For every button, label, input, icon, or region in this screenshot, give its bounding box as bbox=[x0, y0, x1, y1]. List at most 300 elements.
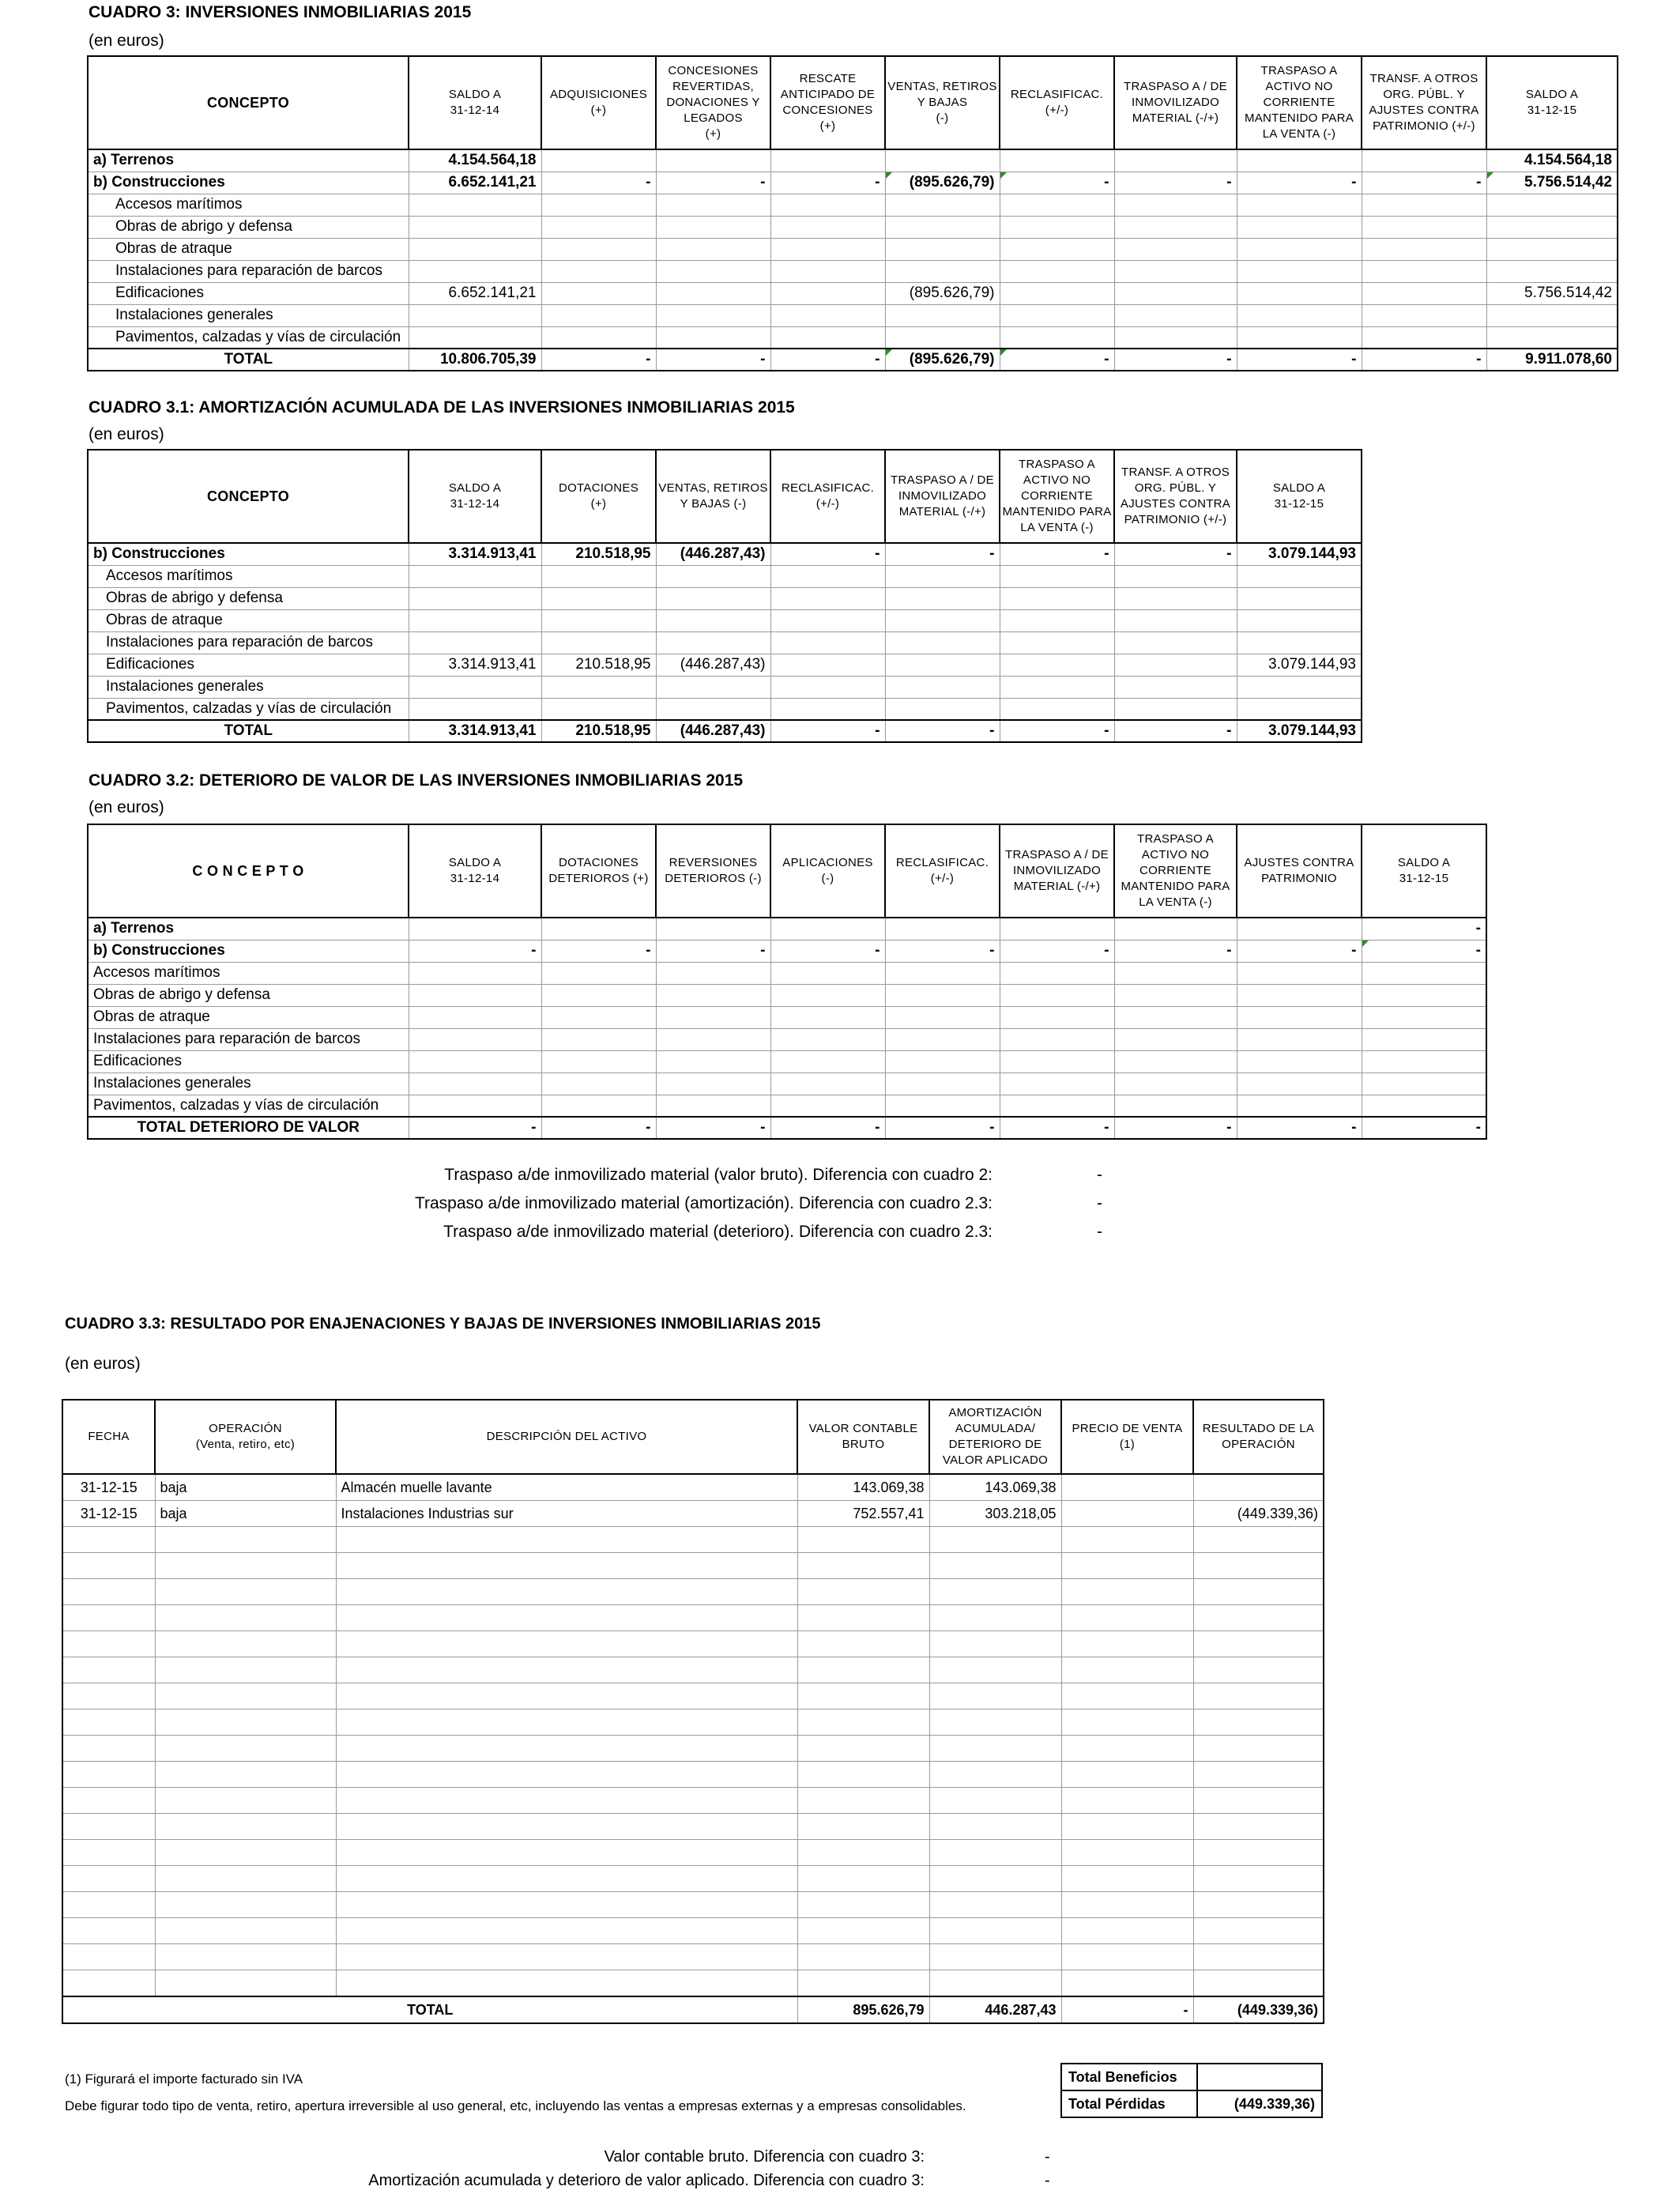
c32-cell-4-4 bbox=[770, 1006, 885, 1028]
c32-cell-2-6 bbox=[1000, 962, 1114, 984]
c33-empty-cell bbox=[336, 1605, 797, 1631]
c31-cell-1-6 bbox=[1000, 565, 1114, 587]
c31-cell-8-8: 3.079.144,93 bbox=[1237, 720, 1362, 742]
c33-empty-cell bbox=[929, 1579, 1061, 1605]
c32-cell-9-6: - bbox=[1000, 1117, 1114, 1139]
c3-cell-6-6 bbox=[1000, 282, 1114, 304]
c31-row-4 bbox=[88, 631, 1362, 654]
c33-empty-cell bbox=[1193, 1710, 1324, 1736]
c3-cell-0-5 bbox=[885, 149, 1000, 172]
c33-empty-row bbox=[62, 1683, 1324, 1710]
c3-body bbox=[88, 149, 1618, 371]
c33-empty-row bbox=[62, 1970, 1324, 1997]
c33-empty-cell bbox=[1193, 1814, 1324, 1840]
c31-header-0: CONCEPTO bbox=[88, 450, 409, 543]
c3-cell-3-7 bbox=[1114, 216, 1237, 238]
c33-cell-0-2: Almacén muelle lavante bbox=[336, 1474, 797, 1501]
c31-cell-7-3 bbox=[656, 698, 770, 720]
c32-cell-4-8 bbox=[1237, 1006, 1362, 1028]
c32-cell-9-9: - bbox=[1362, 1117, 1486, 1139]
c31-cell-4-5 bbox=[885, 631, 1000, 654]
c33-cell-1-1: baja bbox=[155, 1501, 336, 1527]
c3-cell-7-2 bbox=[541, 304, 656, 326]
c31-cell-5-7 bbox=[1114, 654, 1237, 676]
c31-cell-6-3 bbox=[656, 676, 770, 698]
c33-empty-cell bbox=[1193, 1970, 1324, 1997]
c31-cell-8-6: - bbox=[1000, 720, 1114, 742]
c3-row-5 bbox=[88, 260, 1618, 282]
c32-cell-6-3 bbox=[656, 1050, 770, 1072]
c32-cell-7-2 bbox=[541, 1072, 656, 1095]
c3-cell-2-5 bbox=[885, 194, 1000, 216]
c32-row-9 bbox=[88, 1117, 1486, 1139]
c33-empty-row bbox=[62, 1527, 1324, 1553]
c33-empty-row bbox=[62, 1944, 1324, 1970]
c33-empty-cell bbox=[1061, 1736, 1193, 1762]
c31-cell-0-8: 3.079.144,93 bbox=[1237, 543, 1362, 565]
c32-cell-0-9: - bbox=[1362, 918, 1486, 940]
c33-empty-cell bbox=[929, 1814, 1061, 1840]
c33-empty-cell bbox=[797, 1631, 929, 1657]
c31-cell-3-4 bbox=[770, 609, 885, 631]
c3-cell-4-1 bbox=[409, 238, 541, 260]
c32-cell-9-5: - bbox=[885, 1117, 1000, 1139]
c31-cell-6-4 bbox=[770, 676, 885, 698]
c3-cell-2-6 bbox=[1000, 194, 1114, 216]
c32-unit: (en euros) bbox=[89, 798, 164, 816]
c31-cell-0-6: - bbox=[1000, 543, 1114, 565]
c33-empty-cell bbox=[62, 1553, 155, 1579]
check-amortizacion-value: - bbox=[1097, 1194, 1102, 1212]
c33-unit: (en euros) bbox=[65, 1355, 141, 1373]
c3-cell-5-4 bbox=[770, 260, 885, 282]
c3-cell-5-7 bbox=[1114, 260, 1237, 282]
c31-cell-4-0: Instalaciones para reparación de barcos bbox=[88, 631, 409, 654]
c31-cell-7-4 bbox=[770, 698, 885, 720]
c33-empty-cell bbox=[797, 1579, 929, 1605]
c33-empty-cell bbox=[155, 1840, 336, 1866]
c32-cell-6-4 bbox=[770, 1050, 885, 1072]
c33-empty-row bbox=[62, 1866, 1324, 1892]
c32-header-7: TRASPASO A ACTIVO NO CORRIENTE MANTENIDO PARA LA VENTA (-) bbox=[1114, 824, 1237, 918]
c31-header-1: SALDO A 31-12-14 bbox=[409, 450, 541, 543]
c32-header-3: REVERSIONES DETERIOROS (-) bbox=[656, 824, 770, 918]
c3-cell-6-3 bbox=[656, 282, 770, 304]
c33-cell-0-0: 31-12-15 bbox=[62, 1474, 155, 1501]
c3-row-7 bbox=[88, 304, 1618, 326]
c3-cell-7-4 bbox=[770, 304, 885, 326]
c3-row-0 bbox=[88, 149, 1618, 172]
c32-cell-0-1 bbox=[409, 918, 541, 940]
c33-empty-cell bbox=[797, 1788, 929, 1814]
c31-cell-6-1 bbox=[409, 676, 541, 698]
c33-empty-row bbox=[62, 1605, 1324, 1631]
c3-cell-4-10 bbox=[1486, 238, 1618, 260]
c32-cell-6-1 bbox=[409, 1050, 541, 1072]
c33-empty-row bbox=[62, 1579, 1324, 1605]
c32-cell-0-6 bbox=[1000, 918, 1114, 940]
c3-cell-0-4 bbox=[770, 149, 885, 172]
c32-cell-0-2 bbox=[541, 918, 656, 940]
c3-cell-4-3 bbox=[656, 238, 770, 260]
c3-cell-3-8 bbox=[1237, 216, 1362, 238]
c33-empty-cell bbox=[1193, 1944, 1324, 1970]
c33-empty-cell bbox=[155, 1683, 336, 1710]
c33-empty-cell bbox=[929, 1527, 1061, 1553]
c3-cell-6-1: 6.652.141,21 bbox=[409, 282, 541, 304]
c31-cell-2-8 bbox=[1237, 587, 1362, 609]
c31-cell-7-8 bbox=[1237, 698, 1362, 720]
c31-cell-1-0: Accesos marítimos bbox=[88, 565, 409, 587]
c32-cell-2-0: Accesos marítimos bbox=[88, 962, 409, 984]
c32-cell-0-5 bbox=[885, 918, 1000, 940]
c32-cell-9-4: - bbox=[770, 1117, 885, 1139]
c33-empty-cell bbox=[155, 1579, 336, 1605]
c3-unit: (en euros) bbox=[89, 32, 164, 50]
footnote-ventas: Debe figurar todo tipo de venta, retiro, apertura irreversible al uso general, etc, incluyendo las ventas a empresas externas y a empresas consolidables. bbox=[65, 2098, 966, 2113]
c3-cell-2-8 bbox=[1237, 194, 1362, 216]
c32-header-0: C O N C E P T O bbox=[88, 824, 409, 918]
check-deterioro: Traspaso a/de inmovilizado material (deterioro). Diferencia con cuadro 2.3: bbox=[443, 1223, 993, 1241]
c32-cell-8-0: Pavimentos, calzadas y vías de circulación bbox=[88, 1095, 409, 1117]
c33-empty-cell bbox=[336, 1683, 797, 1710]
c32-cell-1-8: - bbox=[1237, 940, 1362, 962]
c32-header-row bbox=[88, 824, 1486, 918]
c33-cell-1-6: (449.339,36) bbox=[1193, 1501, 1324, 1527]
c32-cell-5-8 bbox=[1237, 1028, 1362, 1050]
c32-cell-2-7 bbox=[1114, 962, 1237, 984]
c3-cell-8-10 bbox=[1486, 326, 1618, 349]
c33-empty-cell bbox=[1061, 1788, 1193, 1814]
c32-cell-0-0: a) Terrenos bbox=[88, 918, 409, 940]
c31-cell-3-2 bbox=[541, 609, 656, 631]
c3-header-1: SALDO A 31-12-14 bbox=[409, 56, 541, 149]
c3-cell-7-10 bbox=[1486, 304, 1618, 326]
c32-cell-7-9 bbox=[1362, 1072, 1486, 1095]
c33-empty-row bbox=[62, 1762, 1324, 1788]
c33-cell-1-5 bbox=[1061, 1501, 1193, 1527]
c33-cell-0-1: baja bbox=[155, 1474, 336, 1501]
c33-empty-cell bbox=[1061, 1605, 1193, 1631]
c31-cell-8-4: - bbox=[770, 720, 885, 742]
c31-header-3: VENTAS, RETIROS Y BAJAS (-) bbox=[656, 450, 770, 543]
c31-cell-0-7: - bbox=[1114, 543, 1237, 565]
c33-header-1: OPERACIÓN (Venta, retiro, etc) bbox=[155, 1400, 336, 1474]
c33-empty-cell bbox=[62, 1944, 155, 1970]
c3-cell-2-1 bbox=[409, 194, 541, 216]
c3-cell-8-5 bbox=[885, 326, 1000, 349]
c32-cell-3-7 bbox=[1114, 984, 1237, 1006]
c3-header-4: RESCATE ANTICIPADO DE CONCESIONES (+) bbox=[770, 56, 885, 149]
c33-empty-row bbox=[62, 1553, 1324, 1579]
c32-cell-7-3 bbox=[656, 1072, 770, 1095]
c32-cell-7-6 bbox=[1000, 1072, 1114, 1095]
c33-cell-1-2: Instalaciones Industrias sur bbox=[336, 1501, 797, 1527]
c32-cell-8-6 bbox=[1000, 1095, 1114, 1117]
c3-cell-5-3 bbox=[656, 260, 770, 282]
c31-header-5: TRASPASO A / DE INMOVILIZADO MATERIAL (-/+) bbox=[885, 450, 1000, 543]
c3-cell-6-0: Edificaciones bbox=[88, 282, 409, 304]
c3-header-2: ADQUISICIONES (+) bbox=[541, 56, 656, 149]
total-perdidas-row bbox=[1061, 2090, 1322, 2117]
c32-cell-6-6 bbox=[1000, 1050, 1114, 1072]
c32-cell-5-6 bbox=[1000, 1028, 1114, 1050]
c31-cell-2-0: Obras de abrigo y defensa bbox=[88, 587, 409, 609]
c33-cell-0-4: 143.069,38 bbox=[929, 1474, 1061, 1501]
c3-header-10: SALDO A 31-12-15 bbox=[1486, 56, 1618, 149]
c32-cell-1-5: - bbox=[885, 940, 1000, 962]
c3-cell-9-10: 9.911.078,60 bbox=[1486, 349, 1618, 371]
c33-empty-cell bbox=[797, 1553, 929, 1579]
c33-empty-cell bbox=[797, 1840, 929, 1866]
c33-empty-cell bbox=[1061, 1866, 1193, 1892]
c31-cell-1-8 bbox=[1237, 565, 1362, 587]
c32-cell-3-9 bbox=[1362, 984, 1486, 1006]
c3-header-0: CONCEPTO bbox=[88, 56, 409, 149]
c33-empty-cell bbox=[1061, 1553, 1193, 1579]
c33-empty-cell bbox=[155, 1944, 336, 1970]
c3-cell-6-5: (895.626,79) bbox=[885, 282, 1000, 304]
c3-cell-6-7 bbox=[1114, 282, 1237, 304]
c31-cell-3-6 bbox=[1000, 609, 1114, 631]
c32-cell-6-2 bbox=[541, 1050, 656, 1072]
c33-cell-1-0: 31-12-15 bbox=[62, 1501, 155, 1527]
check-valor-bruto: Traspaso a/de inmovilizado material (valor bruto). Diferencia con cuadro 2: bbox=[444, 1166, 993, 1184]
c31-cell-7-6 bbox=[1000, 698, 1114, 720]
c33-empty-cell bbox=[336, 1944, 797, 1970]
c32-cell-3-5 bbox=[885, 984, 1000, 1006]
c3-row-6 bbox=[88, 282, 1618, 304]
c3-cell-0-2 bbox=[541, 149, 656, 172]
c3-cell-8-0: Pavimentos, calzadas y vías de circulación bbox=[88, 326, 409, 349]
c3-cell-0-0: a) Terrenos bbox=[88, 149, 409, 172]
c32-cell-9-8: - bbox=[1237, 1117, 1362, 1139]
c31-cell-6-7 bbox=[1114, 676, 1237, 698]
c3-cell-5-0: Instalaciones para reparación de barcos bbox=[88, 260, 409, 282]
c3-header-5: VENTAS, RETIROS Y BAJAS (-) bbox=[885, 56, 1000, 149]
c3-cell-3-5 bbox=[885, 216, 1000, 238]
c32-row-1 bbox=[88, 940, 1486, 962]
c3-cell-4-4 bbox=[770, 238, 885, 260]
c31-unit: (en euros) bbox=[89, 425, 164, 443]
c32-cell-1-7: - bbox=[1114, 940, 1237, 962]
c33-header-0: FECHA bbox=[62, 1400, 155, 1474]
c32-cell-2-8 bbox=[1237, 962, 1362, 984]
c33-empty-cell bbox=[336, 1631, 797, 1657]
c33-empty-cell bbox=[336, 1918, 797, 1944]
c31-cell-5-8: 3.079.144,93 bbox=[1237, 654, 1362, 676]
c3-cell-3-0: Obras de abrigo y defensa bbox=[88, 216, 409, 238]
c32-cell-7-4 bbox=[770, 1072, 885, 1095]
c32-cell-6-9 bbox=[1362, 1050, 1486, 1072]
c3-row-8 bbox=[88, 326, 1618, 349]
c3-cell-5-6 bbox=[1000, 260, 1114, 282]
c33-empty-cell bbox=[336, 1866, 797, 1892]
c33-empty-cell bbox=[62, 1918, 155, 1944]
c32-cell-4-6 bbox=[1000, 1006, 1114, 1028]
c32-cell-2-1 bbox=[409, 962, 541, 984]
c33-cell-0-6 bbox=[1193, 1474, 1324, 1501]
c31-cell-4-7 bbox=[1114, 631, 1237, 654]
c33-cell-0-5 bbox=[1061, 1474, 1193, 1501]
c33-empty-cell bbox=[336, 1892, 797, 1918]
c32-cell-3-8 bbox=[1237, 984, 1362, 1006]
c3-cell-1-7: - bbox=[1114, 172, 1237, 194]
c33-empty-cell bbox=[62, 1866, 155, 1892]
c3-cell-0-10: 4.154.564,18 bbox=[1486, 149, 1618, 172]
c31-cell-0-4: - bbox=[770, 543, 885, 565]
c3-row-4 bbox=[88, 238, 1618, 260]
c33-empty-row bbox=[62, 1631, 1324, 1657]
c31-cell-1-7 bbox=[1114, 565, 1237, 587]
c33-empty-cell bbox=[929, 1683, 1061, 1710]
c31-cell-6-8 bbox=[1237, 676, 1362, 698]
c32-cell-7-1 bbox=[409, 1072, 541, 1095]
c33-empty-cell bbox=[1193, 1892, 1324, 1918]
c33-empty-cell bbox=[1061, 1657, 1193, 1683]
c3-cell-4-9 bbox=[1362, 238, 1486, 260]
c3-cell-4-8 bbox=[1237, 238, 1362, 260]
c3-cell-1-3: - bbox=[656, 172, 770, 194]
c32-row-4 bbox=[88, 1006, 1486, 1028]
c33-empty-cell bbox=[929, 1710, 1061, 1736]
c3-cell-8-9 bbox=[1362, 326, 1486, 349]
c3-cell-9-6: - bbox=[1000, 349, 1114, 371]
c32-cell-8-7 bbox=[1114, 1095, 1237, 1117]
c3-cell-0-1: 4.154.564,18 bbox=[409, 149, 541, 172]
c33-empty-cell bbox=[62, 1683, 155, 1710]
c33-header-5: PRECIO DE VENTA (1) bbox=[1061, 1400, 1193, 1474]
c3-cell-8-2 bbox=[541, 326, 656, 349]
c33-empty-cell bbox=[62, 1710, 155, 1736]
c32-cell-0-8 bbox=[1237, 918, 1362, 940]
c31-cell-0-2: 210.518,95 bbox=[541, 543, 656, 565]
c3-row-1 bbox=[88, 172, 1618, 194]
c31-header-4: RECLASIFICAC. (+/-) bbox=[770, 450, 885, 543]
c33-empty-cell bbox=[929, 1631, 1061, 1657]
c33-row-0 bbox=[62, 1474, 1324, 1501]
c33-empty-cell bbox=[62, 1840, 155, 1866]
c33-empty-cell bbox=[62, 1788, 155, 1814]
c3-cell-7-1 bbox=[409, 304, 541, 326]
c3-header-9: TRANSF. A OTROS ORG. PÚBL. Y AJUSTES CONTRA PATRIMONIO (+/-) bbox=[1362, 56, 1486, 149]
c3-cell-9-1: 10.806.705,39 bbox=[409, 349, 541, 371]
c33-empty-cell bbox=[1193, 1631, 1324, 1657]
c3-cell-8-7 bbox=[1114, 326, 1237, 349]
c31-cell-8-2: 210.518,95 bbox=[541, 720, 656, 742]
c3-cell-6-9 bbox=[1362, 282, 1486, 304]
c32-row-6 bbox=[88, 1050, 1486, 1072]
c32-cell-5-5 bbox=[885, 1028, 1000, 1050]
c33-empty-cell bbox=[1193, 1866, 1324, 1892]
c33-empty-cell bbox=[1193, 1527, 1324, 1553]
c33-empty-cell bbox=[1061, 1527, 1193, 1553]
c31-cell-0-1: 3.314.913,41 bbox=[409, 543, 541, 565]
c3-cell-7-3 bbox=[656, 304, 770, 326]
c31-header-8: SALDO A 31-12-15 bbox=[1237, 450, 1362, 543]
c32-header-4: APLICACIONES (-) bbox=[770, 824, 885, 918]
c3-cell-8-1 bbox=[409, 326, 541, 349]
c31-cell-8-5: - bbox=[885, 720, 1000, 742]
c31-cell-4-1 bbox=[409, 631, 541, 654]
c31-cell-1-3 bbox=[656, 565, 770, 587]
c31-cell-8-1: 3.314.913,41 bbox=[409, 720, 541, 742]
c31-cell-2-2 bbox=[541, 587, 656, 609]
c32-cell-6-5 bbox=[885, 1050, 1000, 1072]
c3-cell-2-2 bbox=[541, 194, 656, 216]
c3-cell-9-4: - bbox=[770, 349, 885, 371]
c33-empty-cell bbox=[62, 1970, 155, 1997]
c33-empty-cell bbox=[797, 1762, 929, 1788]
c33-empty-cell bbox=[336, 1579, 797, 1605]
c33-empty-row bbox=[62, 1736, 1324, 1762]
c33-empty-cell bbox=[336, 1553, 797, 1579]
c3-cell-1-6: - bbox=[1000, 172, 1114, 194]
c33-empty-cell bbox=[797, 1866, 929, 1892]
c3-cell-5-9 bbox=[1362, 260, 1486, 282]
c32-cell-1-3: - bbox=[656, 940, 770, 962]
c32-cell-4-2 bbox=[541, 1006, 656, 1028]
check-amortizacion-aplicada-value: - bbox=[1045, 2172, 1050, 2189]
c31-row-2 bbox=[88, 587, 1362, 609]
c33-empty-cell bbox=[336, 1527, 797, 1553]
c32-cell-2-4 bbox=[770, 962, 885, 984]
c3-cell-2-4 bbox=[770, 194, 885, 216]
c32-cell-2-5 bbox=[885, 962, 1000, 984]
c32-cell-3-6 bbox=[1000, 984, 1114, 1006]
c33-title: CUADRO 3.3: RESULTADO POR ENAJENACIONES Y BAJAS DE INVERSIONES INMOBILIARIAS 2015 bbox=[65, 1315, 821, 1333]
c33-empty-cell bbox=[62, 1527, 155, 1553]
c33-total-amort: 446.287,43 bbox=[929, 1996, 1061, 2023]
footnote-iva: (1) Figurará el importe facturado sin IVA bbox=[65, 2071, 303, 2087]
c32-row-8 bbox=[88, 1095, 1486, 1117]
c3-title: CUADRO 3: INVERSIONES INMOBILIARIAS 2015 bbox=[89, 3, 472, 21]
c33-empty-cell bbox=[155, 1736, 336, 1762]
c32-cell-8-5 bbox=[885, 1095, 1000, 1117]
c32-row-0 bbox=[88, 918, 1486, 940]
c33-empty-cell bbox=[155, 1814, 336, 1840]
c32-cell-7-5 bbox=[885, 1072, 1000, 1095]
c31-cell-3-7 bbox=[1114, 609, 1237, 631]
c33-empty-cell bbox=[62, 1762, 155, 1788]
c3-row-2 bbox=[88, 194, 1618, 216]
c33-empty-cell bbox=[62, 1736, 155, 1762]
c31-row-5 bbox=[88, 654, 1362, 676]
c32-row-7 bbox=[88, 1072, 1486, 1095]
c33-empty-cell bbox=[336, 1657, 797, 1683]
c32-cell-5-4 bbox=[770, 1028, 885, 1050]
c3-header-3: CONCESIONES REVERTIDAS, DONACIONES Y LEGADOS (+) bbox=[656, 56, 770, 149]
c3-cell-1-8: - bbox=[1237, 172, 1362, 194]
c3-cell-7-5 bbox=[885, 304, 1000, 326]
c3-cell-9-3: - bbox=[656, 349, 770, 371]
c3-header-7: TRASPASO A / DE INMOVILIZADO MATERIAL (-/+) bbox=[1114, 56, 1237, 149]
c32-cell-5-2 bbox=[541, 1028, 656, 1050]
c31-cell-7-2 bbox=[541, 698, 656, 720]
c3-cell-9-5: (895.626,79) bbox=[885, 349, 1000, 371]
c33-empty-cell bbox=[1193, 1605, 1324, 1631]
c33-empty-cell bbox=[62, 1657, 155, 1683]
c33-empty-cell bbox=[62, 1892, 155, 1918]
c3-cell-7-6 bbox=[1000, 304, 1114, 326]
c31-cell-6-0: Instalaciones generales bbox=[88, 676, 409, 698]
c33-empty-cell bbox=[62, 1605, 155, 1631]
c33-empty-cell bbox=[929, 1736, 1061, 1762]
c33-row-1 bbox=[62, 1501, 1324, 1527]
c33-empty-cell bbox=[1061, 1840, 1193, 1866]
c3-cell-5-2 bbox=[541, 260, 656, 282]
c31-cell-2-3 bbox=[656, 587, 770, 609]
